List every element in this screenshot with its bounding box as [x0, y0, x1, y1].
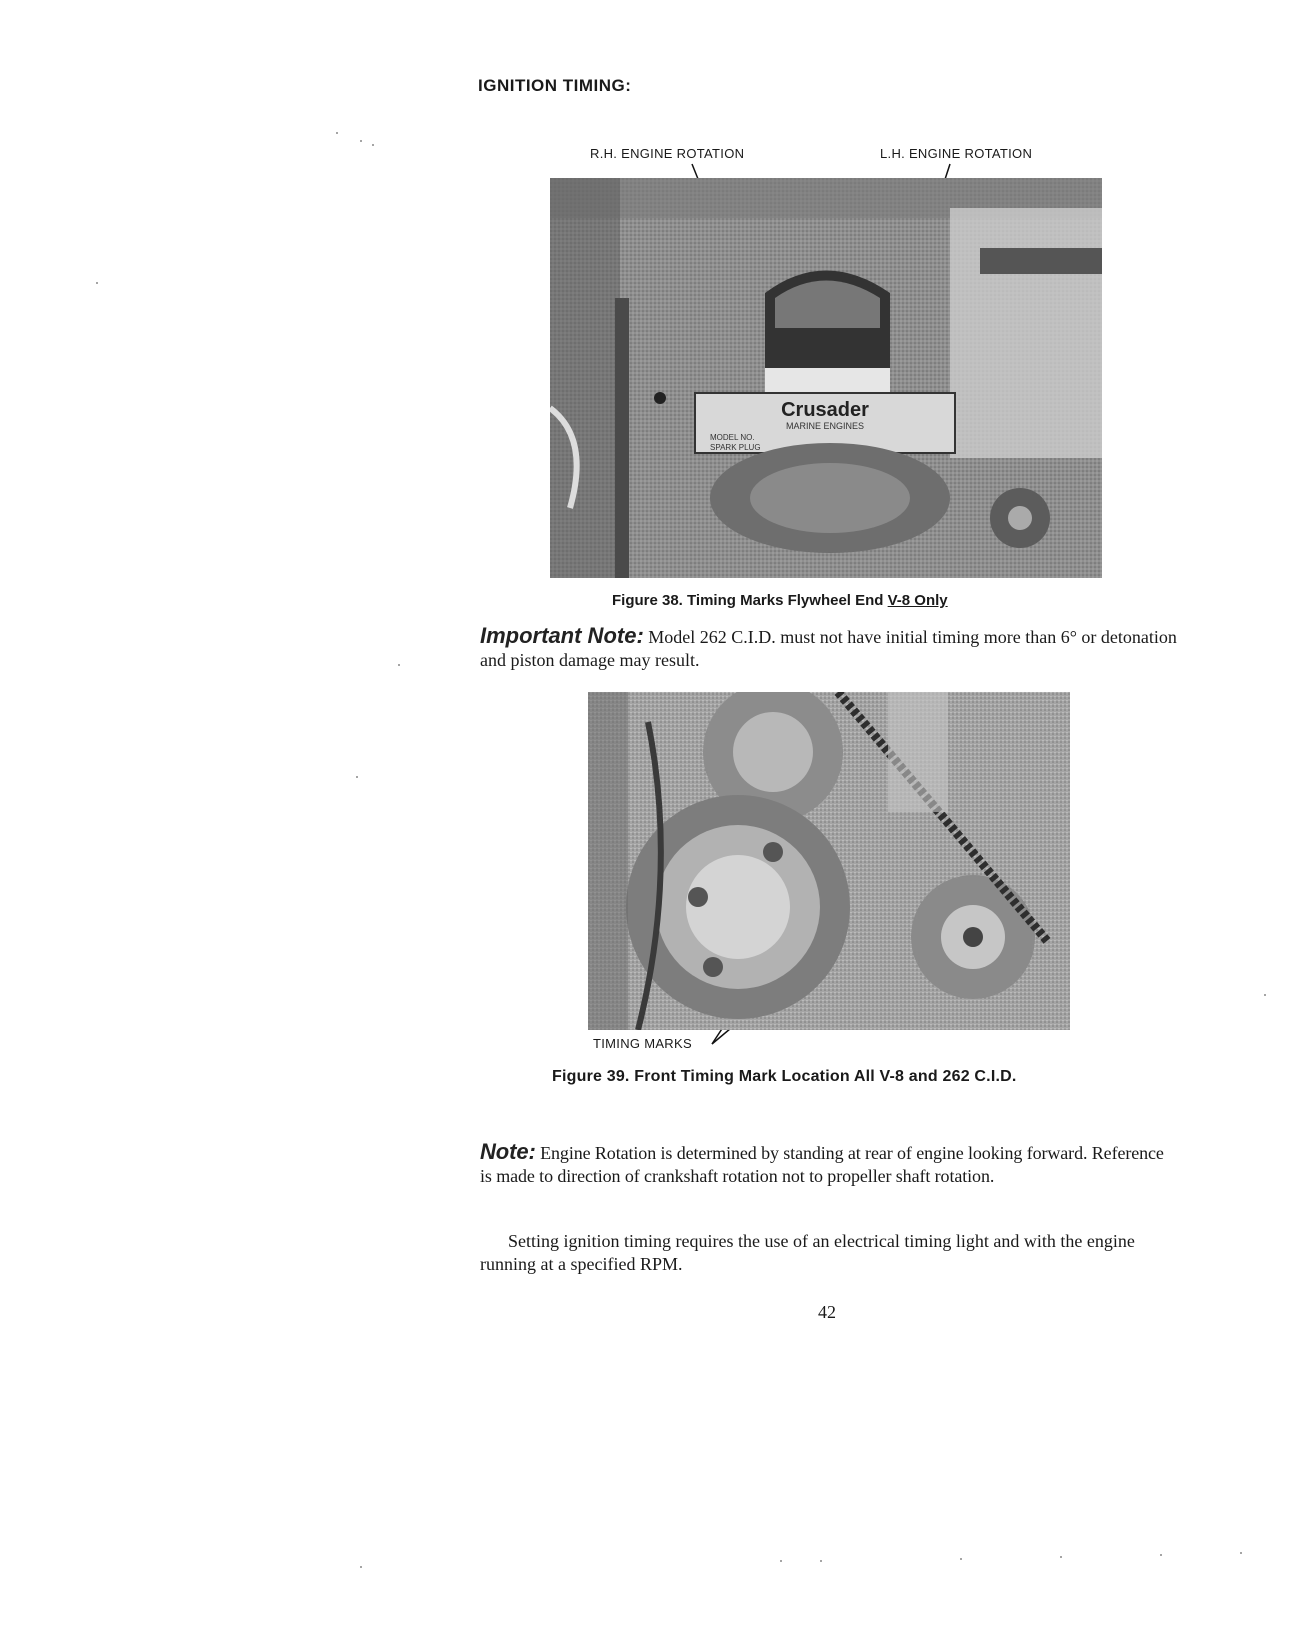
scan-speck [372, 144, 374, 146]
scan-speck [1240, 1552, 1242, 1554]
timing-marks-label: TIMING MARKS [593, 1036, 692, 1051]
scan-speck [960, 1558, 962, 1560]
scan-speck [780, 1560, 782, 1562]
svg-text:SPARK PLUG: SPARK PLUG [710, 443, 761, 452]
note-paragraph [480, 1140, 1180, 1188]
page-number: 42 [818, 1302, 836, 1322]
figure38-caption: Figure 38. Timing Marks Flywheel End V-8 Only [612, 592, 948, 609]
note-lead: Note: [480, 1139, 536, 1164]
setting-timing-paragraph: Setting ignition timing requires the use of an electrical timing light and with the engine running at a specified RPM. [480, 1231, 1135, 1274]
page-heading: IGNITION TIMING: [478, 76, 632, 95]
rh-engine-rotation-label: R.H. ENGINE ROTATION [590, 146, 745, 161]
scan-speck [398, 664, 400, 666]
svg-text:MODEL NO.: MODEL NO. [710, 433, 755, 442]
svg-text:MARINE ENGINES: MARINE ENGINES [785, 421, 865, 431]
front-timing-mark-photo [588, 692, 1070, 1030]
scan-speck [96, 282, 98, 284]
important-note-paragraph [480, 624, 1180, 672]
crusader-plate-text: Crusader [781, 399, 869, 421]
scan-speck [1264, 994, 1266, 996]
figure39-caption: Figure 39. Front Timing Mark Location All V-8 and 262 C.I.D. [552, 1068, 1017, 1085]
important-note-lead: Important Note: [480, 623, 644, 648]
scan-speck [1160, 1554, 1162, 1556]
lh-engine-rotation-label: L.H. ENGINE ROTATION [880, 146, 1033, 161]
scan-speck [336, 132, 338, 134]
scan-speck [360, 140, 362, 142]
scan-speck [820, 1560, 822, 1562]
important-note-text: Model 262 C.I.D. must not have initial timing more than 6° or detonation and piston damage may result. [480, 627, 1177, 670]
scan-speck [356, 776, 358, 778]
note-text: Engine Rotation is determined by standing at rear of engine looking forward. Reference is made to direction of crankshaft rotation not to propeller shaft rotation. [480, 1143, 1164, 1186]
scan-speck [360, 1566, 362, 1568]
figure38-caption-underlined: V-8 Only [887, 592, 948, 609]
flywheel-timing-photo [550, 178, 1102, 578]
scan-speck [1060, 1556, 1062, 1558]
